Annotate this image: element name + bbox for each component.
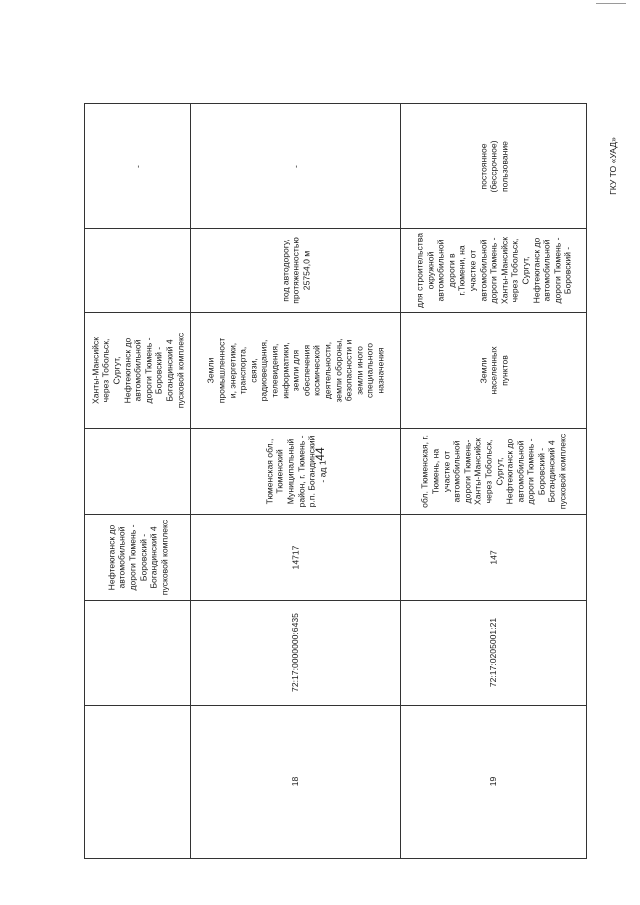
cont-location-text: Нефтеюганск до автомобильной дороги Тюмень - Боровский - Богандинский 4 пусковой комплекс bbox=[105, 519, 169, 595]
h-line bbox=[84, 858, 587, 859]
row19-right: постоянное (бессрочное) пользование bbox=[477, 139, 509, 193]
row19-right-cell bbox=[401, 104, 586, 228]
row18-area: 14717 bbox=[290, 545, 301, 569]
row18-num-cell bbox=[191, 705, 400, 858]
row19-num-cell bbox=[401, 705, 586, 858]
row18-category: Земли промышленност и, энергетики, транспорта, связи, радиовещания, телевидения, информатики, земли для обеспечения космической деятельности, земли обороны, безопасности и земли иного специального назначения bbox=[205, 337, 385, 403]
row18-location: Тюменская обл., Тюменский Муниципальный район, г. Тюмень - р.п. Богандинский - ад 1 bbox=[263, 435, 327, 507]
row19-purpose: для строительства окружной автомобильной дороги в г.Тюмени, на участке от автомобильной дороги Тюмень - Ханты-Мансийск через Тобольск, Сургут, Нефтеюганск до автомобильной дороги Тюмень - Боровский - bbox=[414, 232, 573, 308]
cont-location-cell bbox=[85, 514, 190, 600]
row18-cadastral-cell bbox=[191, 600, 400, 705]
row18-category-cell bbox=[191, 312, 400, 428]
row18-location-cell bbox=[191, 428, 400, 514]
row19-category-cell bbox=[401, 312, 586, 428]
cont-purpose-text: Ханты-Мансийск через Тобольск, Сургут, Нефтеюганск до автомобильной дороги Тюмень - Боровский - Богандинский 4 пусковой комплекс bbox=[89, 332, 185, 408]
page-number-text: 44 bbox=[313, 447, 327, 461]
row19-num: 19 bbox=[488, 776, 499, 787]
row19-cadastral-cell bbox=[401, 600, 586, 705]
row19-location: обл. Тюменская, г. Тюмень, на участке от автомобильной дороги Тюмень- Ханты-Мансийск через Тобольск, Сургут, Нефтеюганск до автомобильной дороги Тюмень - Боровский - Богандинский 4 пусковой комплекс bbox=[419, 433, 568, 509]
row19-holder: ГКУ ТО «УАД» bbox=[607, 137, 618, 195]
row18-holder: - bbox=[132, 164, 143, 168]
row19-category: Земли населенных пунктов bbox=[477, 345, 509, 395]
row18-right-cell bbox=[191, 104, 400, 228]
row19-area: 147 bbox=[488, 549, 499, 565]
row18-num: 18 bbox=[290, 776, 301, 787]
row19-location-cell bbox=[401, 428, 586, 514]
row18-holder-cell bbox=[85, 104, 190, 228]
row18-area-cell bbox=[191, 514, 400, 600]
row18-right: - bbox=[290, 164, 301, 168]
row18-cadastral: 72:17:0000000:6435 bbox=[290, 613, 301, 692]
row18-purpose-cell bbox=[191, 228, 400, 312]
row19-cadastral: 72:17:0205001:21 bbox=[488, 617, 499, 688]
cont-purpose-cell bbox=[85, 312, 190, 428]
row18-purpose: под автодорогу, протяженностью 25754,0 м bbox=[279, 236, 311, 304]
row19-purpose-cell bbox=[401, 228, 586, 312]
row19-area-cell bbox=[401, 514, 586, 600]
row19-holder-cell bbox=[587, 104, 639, 228]
